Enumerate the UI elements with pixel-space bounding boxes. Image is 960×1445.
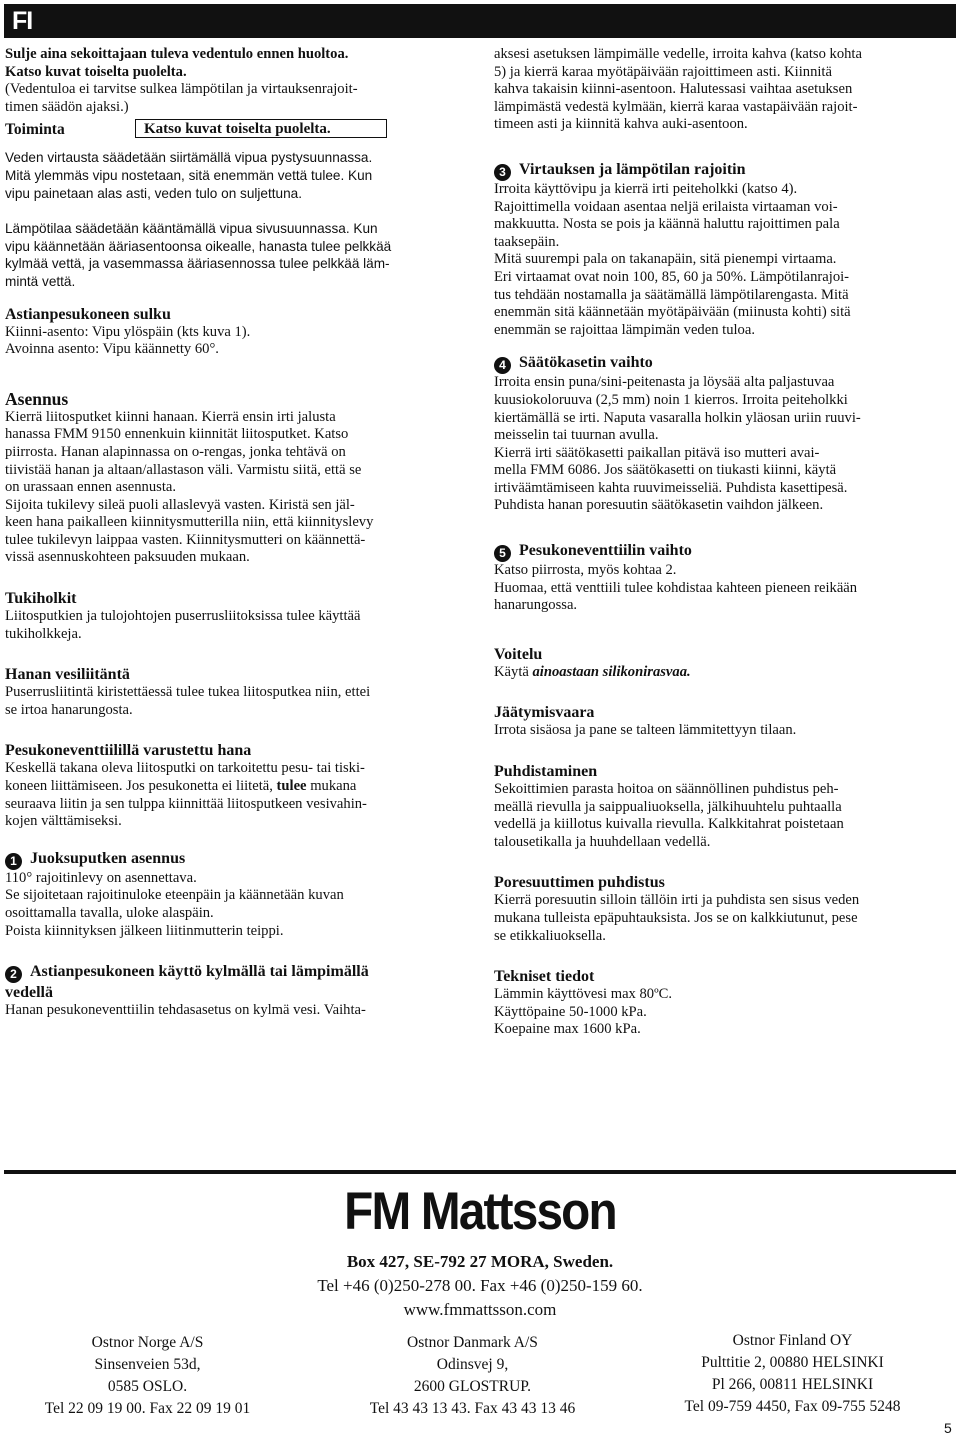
tekniset-line: Lämmin käyttövesi max 80ºC.: [494, 986, 673, 1003]
intro-line: Sulje aina sekoittajaan tuleva vedentulo ennen huoltoa.: [5, 46, 349, 62]
right-column: [494, 46, 954, 1039]
step-1-line: 110° rajoitinlevy on asennettava.: [5, 869, 197, 886]
asennus-line: hanassa FMM 9150 ennenkuin kiinnität liitosputket. Katso: [5, 426, 349, 443]
office-norway: [10, 1332, 285, 1420]
hanan-line: Puserrusliitintä kiristettäessä tulee tukea liitosputkea niin, ettei: [5, 684, 371, 701]
hanan-line: se irtoa hanarungosta.: [5, 701, 133, 718]
pesu-line: Keskellä takana oleva liitosputki on tarkoitettu pesu- tai tiski-: [5, 760, 365, 777]
office-denmark: [335, 1332, 610, 1420]
website-link[interactable]: www.fmmattsson.com: [403, 1300, 557, 1319]
step-4-line: kuusiokoloruuva (2,5 mm) noin 1 kierros. Irroita peiteholkki: [494, 391, 848, 408]
pesu-text: koneen liittämiseen. Jos pesukonetta ei liitetä,: [5, 778, 277, 795]
office-finland: [655, 1330, 930, 1418]
office-line: Ostnor Danmark A/S: [407, 1334, 538, 1351]
step-4-heading: [494, 353, 954, 374]
poresuutin-heading: Poresuuttimen puhdistus: [494, 874, 665, 892]
step-3-line: enemmän se rajoittaa lämpimän veden tuloa.: [494, 321, 755, 338]
jaatymis-line: Irrota sisäosa ja pane se talteen lämmitettyyn tilaan.: [494, 722, 797, 739]
office-line: Odinsvej 9,: [436, 1356, 509, 1373]
office-line: 0585 OSLO.: [107, 1378, 188, 1395]
tukiholkit-line: tukiholkkeja.: [5, 625, 82, 642]
step-4-line: Puhdista hanan poresuutin säätökasetin vaihdon jälkeen.: [494, 497, 824, 514]
puhdistaminen-line: talousetikalla ja huuhdellaan vedellä.: [494, 833, 711, 850]
asennus-heading: Asennus: [5, 388, 69, 409]
step-5-line: hanarungossa.: [494, 597, 578, 614]
office-line: Ostnor Finland OY: [732, 1332, 853, 1349]
intro-note-line: timen säädön ajaksi.): [5, 98, 129, 115]
office-line: Tel 22 09 19 00. Fax 22 09 19 01: [44, 1400, 251, 1417]
continuation-line: timeen asti ja kiinnitä kahva auki-asentoon.: [494, 116, 748, 133]
intro-line: Katso kuvat toiselta puolelta.: [5, 63, 187, 80]
asennus-line: on urassaan ennen asennusta.: [5, 479, 177, 496]
intro-note-line: (Vedentuloa ei tarvitse sulkea lämpötilan ja virtauksenrajoit-: [5, 81, 358, 98]
pesu-line: seuraava liitin ja sen tulppa kiinnittää liitosputkeen vesivahin-: [5, 795, 367, 812]
tukiholkit-heading: Tukiholkit: [5, 590, 77, 608]
sulku-line: Kiinni-asento: Vipu ylöspäin (kts kuva 1).: [5, 323, 251, 340]
puhdistaminen-line: Sekoittimien parasta hoitoa on säännöllinen puhdistus peh-: [494, 781, 839, 798]
step-3-line: tus tehdään nostamalla ja säätämällä lämpötilarengasta. Mitä: [494, 286, 849, 303]
voitelu-emphasis: ainoastaan silikonirasvaa.: [532, 663, 691, 680]
head-office-address: [0, 1250, 960, 1322]
puhdistaminen-line: meällä rievulla ja saippualiuoksella, jälkihuuhtelu puhtaalla: [494, 798, 842, 815]
step-5-line: Katso piirrosta, myös kohtaa 2.: [494, 562, 677, 579]
office-line: Pulttitie 2, 00880 HELSINKI: [701, 1354, 884, 1371]
tekniset-heading: Tekniset tiedot: [494, 968, 595, 986]
language-code: FI: [12, 7, 33, 35]
step-1-number-badge: 1: [5, 853, 22, 870]
step-1-heading: [5, 849, 460, 870]
toiminta-row: [5, 119, 460, 140]
step-3-number-badge: 3: [494, 164, 511, 181]
jaatymis-heading: Jäätymisvaara: [494, 704, 595, 722]
step-3-line: Mitä suurempi pala on takanapäin, sitä pienempi virtaama.: [494, 251, 837, 268]
step-3-heading: [494, 160, 954, 181]
step-5-number-badge: 5: [494, 545, 511, 562]
office-line: Sinsenveien 53d,: [94, 1356, 201, 1373]
step-2-title-cont: vedellä: [5, 984, 53, 1002]
asennus-line: tulee tukilevyn laippaa vasten. Kiinnitysmutteri on käännettä-: [5, 531, 366, 548]
address-line: Box 427, SE-792 27 MORA, Sweden.: [346, 1252, 614, 1271]
office-line: 2600 GLOSTRUP.: [413, 1378, 532, 1395]
step-3-line: enemmän sitä käännetään myötäpäivään (miinusta kohti) sitä: [494, 304, 851, 321]
step-5-heading: [494, 541, 954, 562]
asennus-line: Kierrä liitosputket kiinni hanaan. Kierrä ensin irti jalusta: [5, 408, 336, 425]
voitelu-heading: Voitelu: [494, 645, 543, 663]
step-2-line: Hanan pesukoneventtiilin tehdasasetus on kylmä vesi. Vaihta-: [5, 1002, 366, 1019]
step-1-title: Juoksuputken asennus: [30, 849, 186, 867]
continuation-line: 5) ja kierrä karaa myötäpäivään rajoittimeen asti. Kiinnitä: [494, 63, 832, 80]
voitelu-text: Käytä: [494, 663, 533, 680]
step-3-line: Eri virtaamat ovat noin 100, 85, 60 ja 50%. Lämpötilanrajoi-: [494, 268, 850, 285]
step-1-line: osoittamalla tavalla, uloke alaspäin.: [5, 905, 214, 921]
step-4-line: Kierrä irti säätökasetti paikallan pitävä iso mutteri avai-: [494, 444, 820, 461]
sulku-heading: Astianpesukoneen sulku: [5, 305, 171, 323]
step-1-line: Poista kiinnityksen jälkeen liitinmutterin teippi.: [5, 922, 284, 939]
office-line: Tel 09-759 4450, Fax 09-755 5248: [684, 1398, 901, 1415]
company-logo: FM Mattsson: [344, 1182, 616, 1241]
asennus-line: vissä asennuskohteen paksuuden mukaan.: [5, 549, 250, 566]
poresuutin-line: Kierrä poresuutin silloin tällöin irti ja puhdista sen sisus veden: [494, 892, 860, 909]
asennus-line: keen hana paikalleen kiinnitysmutterilla niin, että kiinnityslevy: [5, 514, 374, 531]
step-2-title: Astianpesukoneen käyttö kylmällä tai lämpimällä: [30, 963, 369, 981]
toiminta-note-box: Katso kuvat toiselta puolelta.: [135, 119, 387, 138]
temp-line: kylmää vettä, ja vasemmassa ääriasennossa tulee pelkkää läm-: [5, 256, 390, 272]
asennus-line: piirrosta. Hanan alapinnassa on o-rengas, jonka tehtävä on: [5, 443, 346, 460]
step-4-line: kiertämällä se irti. Naputa vasaralla holkin yläosan uriin ruuvi-: [494, 409, 861, 426]
poresuutin-line: se etikkaliuoksella.: [494, 927, 606, 944]
left-column: [5, 46, 460, 1020]
temp-line: vipu käännetään ääriasentoonsa oikealle, hanasta tulee pelkkää: [5, 238, 392, 254]
asennus-line: tiivistää hanan ja altaan/allastason väli. Varmistu siitä, että se: [5, 461, 362, 478]
step-3-line: taaksepäin.: [494, 233, 560, 250]
step-3-line: Irroita käyttövipu ja kierrä irti peiteholkki (katso 4).: [494, 180, 798, 197]
continuation-line: aksesi asetuksen lämpimälle vedelle, irroita kahva (katso kohta: [494, 46, 862, 62]
puhdistaminen-line: vedellä ja kiillotus kuivalla rievulla. Kalkkitahrat poistetaan: [494, 816, 844, 833]
sulku-line: Avoinna asento: Vipu käännetty 60°.: [5, 341, 219, 358]
continuation-line: kahva takaisin kiinni-asentoon. Halutessasi vaihtaa asetuksen: [494, 81, 853, 98]
pesu-heading: Pesukoneventtiilillä varustettu hana: [5, 742, 252, 760]
asennus-line: Sijoita tukilevy sileä puoli allaslevyä vasten. Kiristä sen jäl-: [5, 496, 355, 513]
tekniset-line: Käyttöpaine 50-1000 kPa.: [494, 1003, 647, 1020]
office-line: Pl 266, 00811 HELSINKI: [711, 1376, 874, 1393]
phone-line: Tel +46 (0)250-278 00. Fax +46 (0)250-159 60.: [317, 1276, 643, 1295]
pesu-text: mukana: [306, 778, 357, 795]
continuation-line: lämpimästä vedestä kylmään, kierrä karaa vastapäivään rajoit-: [494, 98, 858, 115]
step-3-line: Rajoittimella voidaan asentaa neljä erilaista virtaaman voi-: [494, 198, 838, 215]
flow-line: Mitä ylemmäs vipu nostetaan, sitä enemmän vettä tulee. Kun: [5, 167, 373, 183]
puhdistaminen-heading: Puhdistaminen: [494, 763, 598, 781]
step-2-heading: [5, 962, 460, 983]
step-5-line: Huomaa, että venttiili tulee kohdistaa kahteen pieneen reikään: [494, 579, 858, 596]
flow-line: Veden virtausta säädetään siirtämällä vipua pystysuunnassa.: [5, 150, 373, 166]
step-4-line: meisselin tai tuurnan avulla.: [494, 427, 659, 444]
temp-line: Lämpötilaa säädetään kääntämällä vipua sivusuunnassa. Kun: [5, 221, 378, 237]
hanan-heading: Hanan vesiliitäntä: [5, 666, 130, 684]
footer-divider: [4, 1170, 956, 1174]
toiminta-heading: Toiminta: [5, 121, 65, 139]
step-3-title: Virtauksen ja lämpötilan rajoitin: [519, 160, 746, 178]
pesu-line: kojen välttämiseksi.: [5, 813, 122, 830]
step-1-line: Se sijoitetaan rajoitinuloke eteenpäin ja käännetään kuvan: [5, 887, 344, 904]
step-4-line: Irroita ensin puna/sini-peitenasta ja löysää alta paljastuvaa: [494, 374, 835, 391]
office-line: Ostnor Norge A/S: [91, 1334, 204, 1351]
step-4-title: Säätökasetin vaihto: [519, 354, 653, 372]
tekniset-line: Koepaine max 1600 kPa.: [494, 1021, 641, 1038]
step-4-number-badge: 4: [494, 357, 511, 374]
temp-line: mintä vettä.: [5, 273, 76, 289]
pesu-line: [5, 778, 460, 796]
language-header-bar: [4, 4, 956, 38]
office-line: Tel 43 43 13 43. Fax 43 43 13 46: [369, 1400, 576, 1417]
page-number: 5: [944, 1420, 952, 1436]
flow-line: vipu painetaan alas asti, veden tulo on suljettuna.: [5, 185, 303, 201]
step-3-line: makkuutta. Nosta se pois ja käännä haluttu rajoittimen pala: [494, 216, 840, 233]
step-5-title: Pesukoneventtiilin vaihto: [519, 542, 692, 560]
poresuutin-line: mukana tulleista epäpuhtauksista. Jos se on kalkkiutunut, pese: [494, 910, 858, 926]
pesu-emphasis: tulee: [276, 778, 307, 795]
step-4-line: irtiväämtämiseen kahta ruuvimeisseliä. Puhdista kasettipesä.: [494, 479, 848, 496]
step-4-line: mella FMM 6086. Jos säätökasetti on tiukasti kiinni, käytä: [494, 462, 837, 479]
step-2-number-badge: 2: [5, 966, 22, 983]
voitelu-line: [494, 664, 954, 682]
tukiholkit-line: Liitosputkien ja tulojohtojen puserrusliitoksissa tulee käyttää: [5, 608, 361, 625]
